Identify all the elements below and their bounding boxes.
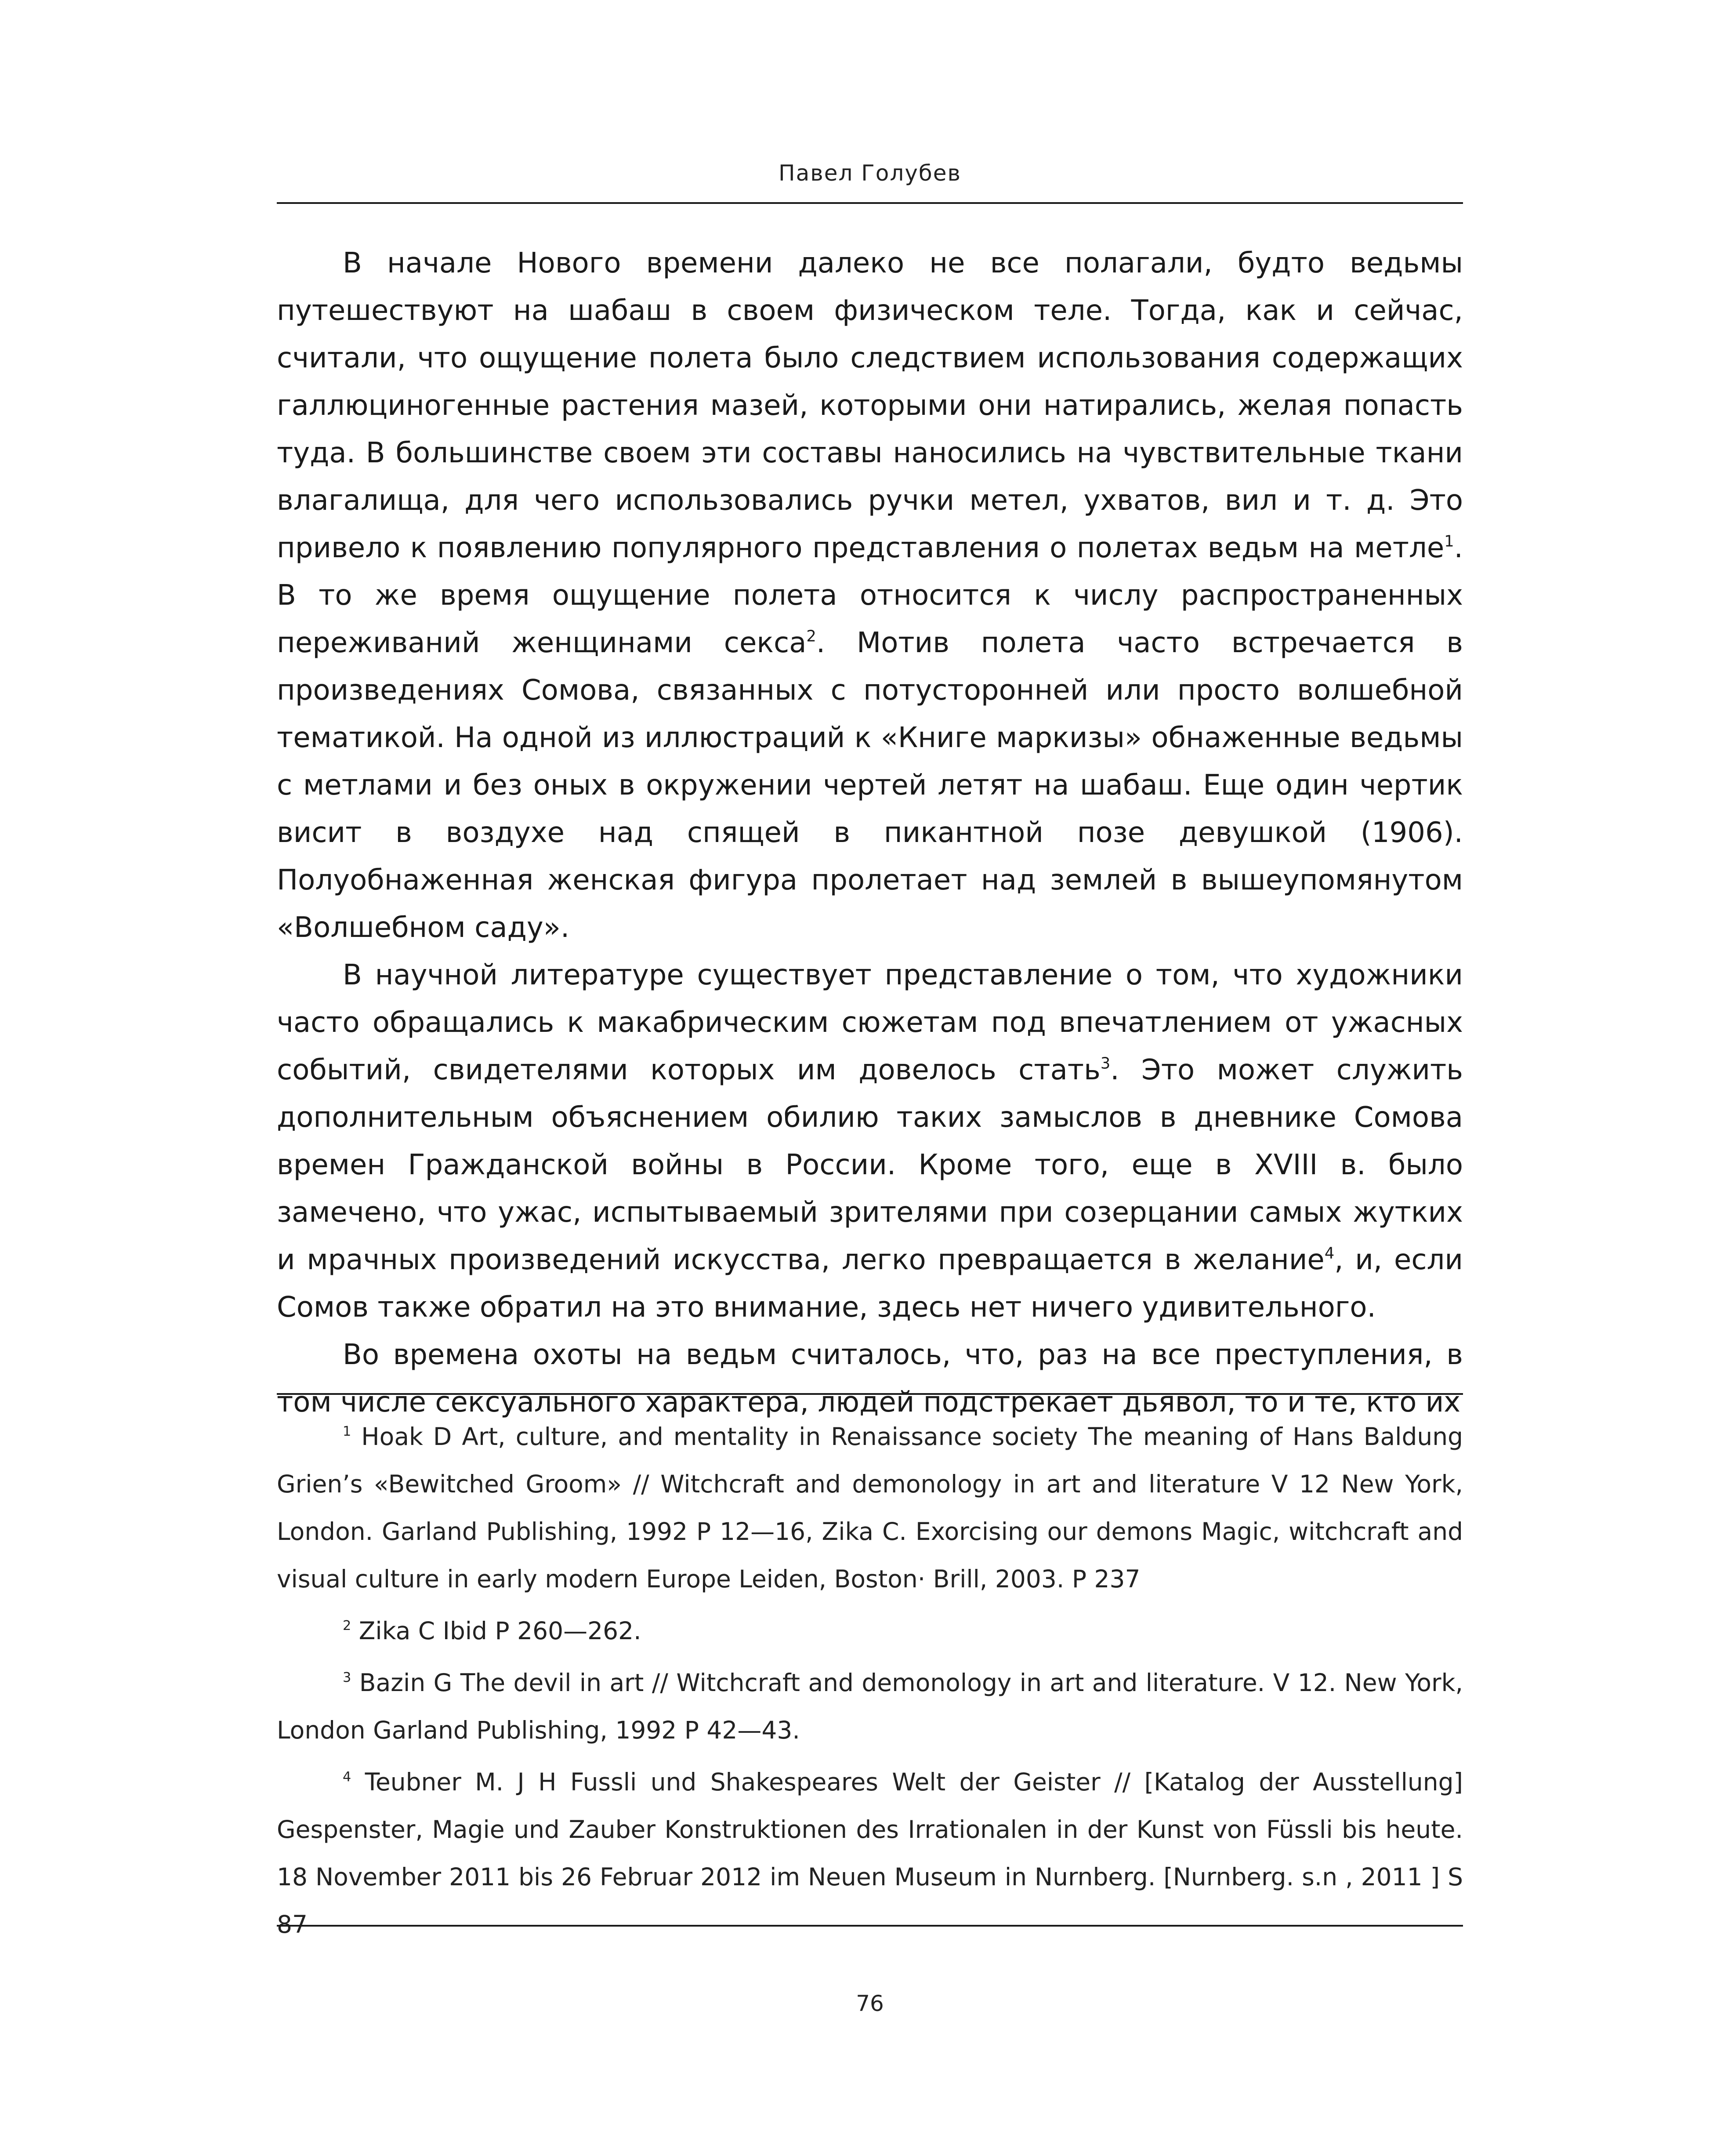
header-rule xyxy=(277,202,1463,204)
footnote-text: Zika C Ibid P 260—262. xyxy=(351,1617,641,1645)
body-text-run: В начале Нового времени далеко не все полагали, будто ведьмы путешествуют на шабаш в своем физическом теле. Тогда, как и сейчас, считали, что ощущение полета было следствием использования содержащих галлюциногенные растения мазей, которыми они натирались, желая попасть туда. В большинстве своем эти составы наносились на чувствительные ткани влагалища, для чего использовались ручки метел, ухватов, вил и т. д. Это привело к появлению популярного представления о полетах ведьм на метле xyxy=(277,247,1463,564)
footnote xyxy=(277,1758,1463,1948)
footnote-mark: 1 xyxy=(343,1423,351,1439)
footnote-reference: 4 xyxy=(1324,1244,1335,1263)
footnote-reference: 2 xyxy=(806,627,816,646)
body-paragraph xyxy=(277,951,1463,1331)
body-text-run: . В то же время ощущение полета относится к числу распространенных переживаний женщинами секса xyxy=(277,532,1463,659)
footnote-reference: 1 xyxy=(1444,532,1454,551)
body-text-run: . Мотив полета часто встречается в произведениях Сомова, связанных с потусторонней или просто волшебной тематикой. На одной из иллюстраций к «Книге маркизы» обнаженные ведьмы с метлами и без оных в окружении чертей летят на шабаш. Еще один чертик висит в воздухе над спящей в пикантной позе девушкой (1906). Полуобнаженная женская фигура пролетает над землей в вышеупомянутом «Волшебном саду». xyxy=(277,627,1463,944)
body-paragraph xyxy=(277,1331,1463,1426)
footnote-reference: 3 xyxy=(1100,1054,1111,1073)
body-text-run: . Это может служить дополнительным объяснением обилию таких замыслов в дневнике Сомова времен Гражданской войны в России. Кроме того, еще в XVIII в. было замечено, что ужас, испытываемый зрителями при созерцании самых жутких и мрачных произведений искусства, легко превращается в желание xyxy=(277,1054,1463,1276)
footnote xyxy=(277,1413,1463,1603)
footnote-separator-rule xyxy=(277,1393,1463,1395)
footnote-text: Hoak D Art, culture, and mentality in Renaissance society The meaning of Hans Baldung Grien’s «Bewitched Groom» // Witchcraft and demonology in art and literature V 12 New York, London. Garland Publishing, 1992 P 12—16, Zika C. Exorcising our demons Magic, witchcraft and visual culture in early modern Europe Leiden, Boston· Brill, 2003. P 237 xyxy=(277,1423,1463,1593)
footnote-text: Teubner M. J H Fussli und Shakespeares Welt der Geister // [Katalog der Ausstellung] Gespenster, Magie und Zauber Konstruktionen des Irrationalen in der Kunst von Füssli bis heute. 18 November 2011 bis 26 Februar 2012 im Neuen Museum in Nurnberg. [Nurnberg. s.n , 2011 ] S 87 xyxy=(277,1768,1463,1938)
main-text xyxy=(277,240,1463,1426)
page-number: 76 xyxy=(856,1991,884,2016)
footnote-mark: 4 xyxy=(343,1769,351,1785)
footnote-text: Bazin G The devil in art // Witchcraft and demonology in art and literature. V 12. New York, London Garland Publishing, 1992 P 42—43. xyxy=(277,1669,1463,1744)
footnote-mark: 2 xyxy=(343,1618,351,1633)
footer-rule xyxy=(277,1925,1463,1927)
footnote xyxy=(277,1607,1463,1655)
body-text-run: , и, если Сомов также обратил на это внимание, здесь нет ничего удивительного. xyxy=(277,1244,1463,1324)
footnote-mark: 3 xyxy=(343,1670,351,1685)
body-paragraph xyxy=(277,240,1463,951)
running-head-author: Павел Голубев xyxy=(778,160,961,186)
footnotes xyxy=(277,1413,1463,1953)
body-text-run: В научной литературе существует представление о том, что художники часто обращались к макабрическим сюжетам под впечатлением от ужасных событий, свидетелями которых им довелось стать xyxy=(277,959,1463,1086)
body-text-run: Во времена охоты на ведьм считалось, что, раз на все преступления, в том числе сексуального характера, людей подстрекает дьявол, то и те, кто их xyxy=(277,1339,1463,1419)
footnote xyxy=(277,1659,1463,1754)
